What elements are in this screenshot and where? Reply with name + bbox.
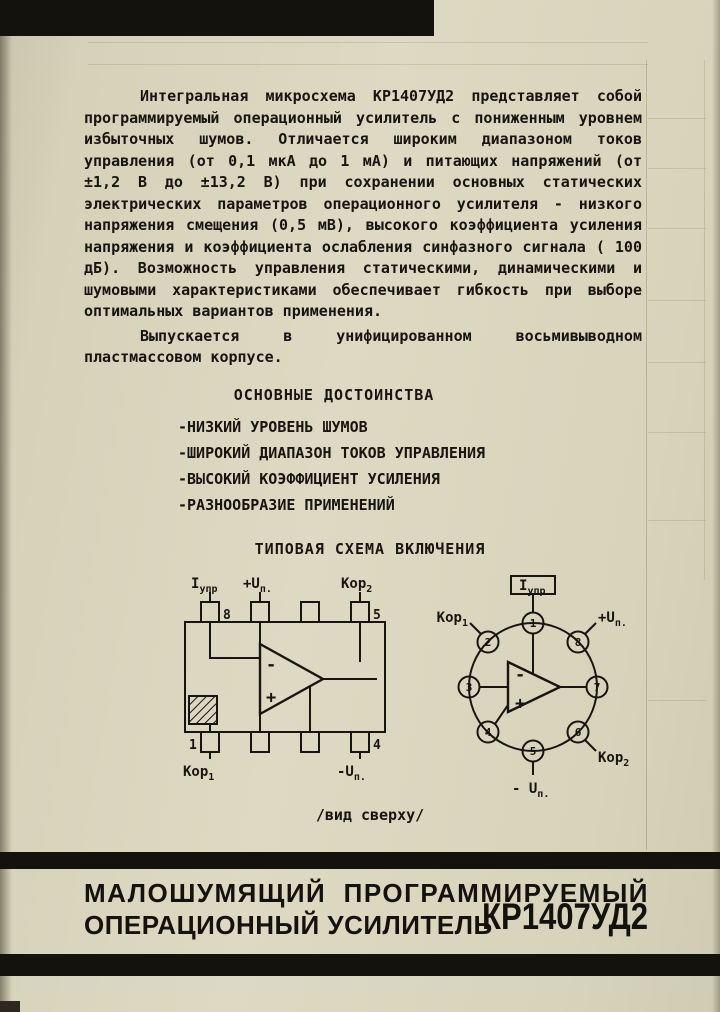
- dip-pin: [201, 602, 219, 622]
- top-black-bar: [0, 0, 434, 36]
- dip-pin: [301, 602, 319, 622]
- can-pin-number-2: 2: [484, 636, 492, 649]
- opamp-inverting-input-sign: -: [515, 665, 526, 685]
- can-pin-number-1: 1: [529, 617, 537, 630]
- can-pin-number-5: 5: [529, 745, 537, 758]
- can-label-iupr: $I_{упр}$: [519, 578, 546, 597]
- can-pin-number-7: 7: [593, 681, 601, 694]
- dip-package-diagram: [145, 562, 445, 812]
- intro-paragraph-1: Интегральная микросхема КР1407УД2 представляет собой программируемый операционный усилитель с пониженным уровнем избыточных шумов. Отличается широким диапазоном токов управления (от 0,1 мкА до 1 мА) и питающих напряжений (от ±1,2 В до ±13,2 В) при сохранении основных статических электрических параметров операционного усилителя - низкого напряжения смещения (0,5 мВ), высокого коэффициента усиления напряжения и коэффициента ослабления синфазного сигнала ( 100 дБ). Возможность управления статическими, динамическими и шумовыми характеристиками обеспечивает гибкость при выборе оптимальных вариантов применения.: [84, 87, 642, 320]
- advantage-item: -ВЫСОКИЙ КОЭФФИЦИЕНТ УСИЛЕНИЯ: [178, 470, 440, 488]
- dip-label-kor1: Кор$_1$: [183, 764, 215, 783]
- can-lead: [585, 623, 596, 634]
- dip-pin: [251, 602, 269, 622]
- can-label-minus-u: - $U_{п.}$: [512, 781, 550, 800]
- dip-pin: [251, 732, 269, 752]
- can-label-plus-u: $+U_{п.}$: [598, 610, 627, 629]
- dip-label-iupr: $I_{упр}$: [191, 576, 218, 595]
- top-view-caption: /вид сверху/: [315, 806, 425, 824]
- advantage-item: -ШИРОКИЙ ДИАПАЗОН ТОКОВ УПРАВЛЕНИЯ: [178, 444, 486, 462]
- can-lead: [470, 623, 481, 634]
- can-label-kor2: Кор$_2$: [598, 750, 630, 769]
- dip-pin-number-1: 1: [189, 738, 197, 753]
- bleed-through-line: [648, 432, 706, 433]
- bleed-through-line: [648, 168, 706, 169]
- opamp-inverting-input-sign: -: [266, 655, 277, 675]
- opamp-noninverting-input-sign: +: [266, 688, 277, 708]
- intro-text-block: [84, 86, 642, 369]
- advantages-list: [178, 414, 485, 518]
- can-pin-number-8: 8: [574, 636, 582, 649]
- bleed-through-line: [648, 520, 706, 521]
- footer-title-line2: ОПЕРАЦИОННЫЙ УСИЛИТЕЛЬ: [84, 910, 493, 940]
- dip-pin-number-4: 4: [373, 738, 381, 753]
- dip-key-mark: [189, 696, 217, 724]
- part-number: КР1407УД2: [482, 896, 649, 937]
- dip-label-plus-u: $+U_{п.}$: [243, 576, 272, 595]
- dip-label-kor2: Кор$_2$: [341, 576, 373, 595]
- dip-pin: [351, 732, 369, 752]
- can-pin-number-3: 3: [465, 681, 473, 694]
- advantages-title: ОСНОВНЫЕ ДОСТОИНСТВА: [233, 386, 435, 404]
- opamp-noninverting-input-sign: +: [515, 694, 526, 714]
- dip-label-minus-u: $-U_{п.}$: [337, 764, 366, 783]
- can-wire: [495, 705, 508, 724]
- bleed-through-line: [648, 118, 706, 119]
- can-pin-number-6: 6: [574, 726, 582, 739]
- advantage-item: -РАЗНООБРАЗИЕ ПРИМЕНЕНИЙ: [178, 496, 395, 514]
- advantage-item: -НИЗКИЙ УРОВЕНЬ ШУМОВ: [178, 418, 368, 436]
- bleed-through-line: [648, 228, 706, 229]
- schematic-title: ТИПОВАЯ СХЕМА ВКЛЮЧЕНИЯ: [254, 540, 486, 558]
- dip-pin-number-8: 8: [223, 608, 231, 623]
- can-pin-number-4: 4: [484, 726, 492, 739]
- bleed-through-line: [88, 64, 648, 65]
- bleed-through-line: [648, 300, 706, 301]
- dip-pin: [201, 732, 219, 752]
- dip-wire: [210, 622, 260, 658]
- can-package-diagram: [420, 572, 660, 822]
- bleed-through-line: [88, 42, 648, 43]
- bottom-black-bar: [0, 954, 720, 976]
- divider-black-bar: [0, 852, 720, 869]
- dip-pin: [351, 602, 369, 622]
- dip-pin: [301, 732, 319, 752]
- bleed-through-line: [648, 362, 706, 363]
- bottom-left-corner-mark: [0, 1001, 20, 1012]
- footer-title-line1: МАЛОШУМЯЩИЙ ПРОГРАММИРУЕМЫЙ: [84, 878, 649, 908]
- can-lead: [585, 740, 596, 751]
- bleed-through-line: [704, 60, 705, 580]
- intro-paragraph-2: Выпускается в унифицированном восьмивыводном пластмассовом корпусе.: [84, 326, 642, 366]
- dip-pin-number-5: 5: [373, 608, 381, 623]
- can-label-kor1: Кор$_1$: [436, 610, 468, 629]
